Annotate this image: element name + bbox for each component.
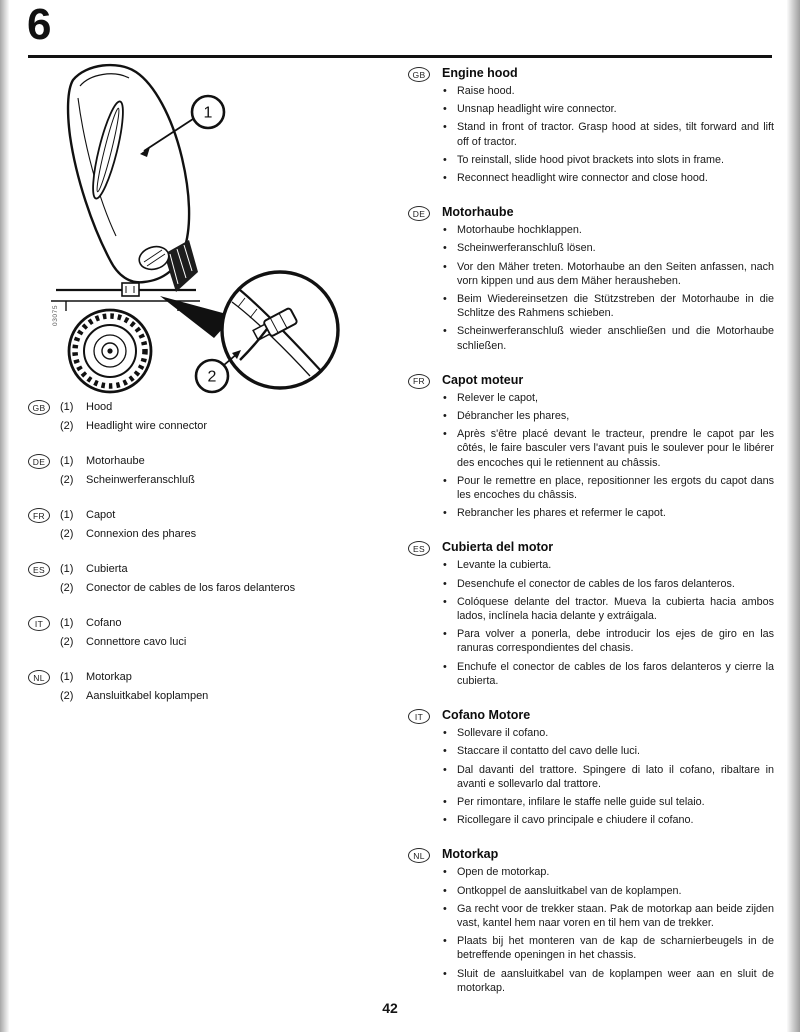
section-title: Capot moteur [442,372,524,387]
connector-detail-circle [222,272,338,388]
legend-item-text: Hood [86,401,113,413]
legend-item-number: (1) [60,401,74,413]
bullet-item: • Scheinwerferanschluß lösen. [442,241,774,255]
bullet-item: • Colóquese delante del tractor. Mueva la cubierta hacia ambos lados, inclínela hacia delante y extráigala. [442,595,774,623]
legend-item-text: Headlight wire connector [86,420,208,432]
bullet-item: • Ontkoppel de aansluitkabel van de koplampen. [442,884,774,898]
bullet-item: • Reconnect headlight wire connector and close hood. [442,171,774,185]
lang-badge-gb: GB [408,67,430,82]
bullet-list [442,726,774,827]
lang-badge-it: IT [408,709,430,724]
lang-badge-es: ES [28,562,50,577]
legend-item-text: Motorkap [86,671,132,683]
lang-badge-gb: GB [28,400,50,415]
bullet-item: • Per rimontare, infilare le staffe nelle guide sul telaio. [442,795,774,809]
legend-row-fr [28,506,388,544]
engine-hood-illustration [26,58,398,398]
legend-row-it [28,614,388,652]
bullet-item: • Débrancher les phares, [442,409,774,423]
lang-badge-it: IT [28,616,50,631]
svg-text:1: 1 [203,104,213,122]
legend-item-number: (2) [60,690,74,702]
lang-badge-fr: FR [28,508,50,523]
bullet-item: • Rebrancher les phares et refermer le capot. [442,506,774,520]
section-title: Cubierta del motor [442,540,554,555]
bullet-item: • Desenchufe el conector de cables de los faros delanteros. [442,577,774,591]
section-title: Cofano Motore [442,708,531,723]
lang-badge-fr: FR [408,374,430,389]
bullet-item: • Beim Wiedereinsetzen die Stützstreben der Motorhaube in die Schlitze des Rahmens schieben. [442,292,774,320]
section-gb [408,66,774,189]
legend-item-number: (2) [60,582,74,594]
legend-item-number: (1) [60,563,74,575]
bullet-item: • Plaats bij het monteren van de kap de scharnierbeugels in de betreffende openingen in het chassis. [442,934,774,962]
legend-row-nl [28,668,388,706]
section-title: Motorkap [442,847,499,862]
bullet-list [442,865,774,995]
bullet-item: • Raise hood. [442,84,774,98]
legend-item-text: Cubierta [86,563,128,575]
bullet-item: • Sollevare il cofano. [442,726,774,740]
bullet-item: • Dal davanti del trattore. Spingere di lato il cofano, ribaltare in avanti e sollevarlo dal trattore. [442,763,774,791]
legend-item-number: (1) [60,455,74,467]
callout-2 [196,350,241,392]
section-nl [408,847,774,999]
bullet-list [442,84,774,185]
bullet-item: • Stand in front of tractor. Grasp hood at sides, tilt forward and lift off of tractor. [442,120,774,148]
scan-edge-right [787,0,800,1032]
legend-item-number: (2) [60,474,74,486]
bullet-item: • Sluit de aansluitkabel van de koplampen weer aan en sluit de motorkap. [442,967,774,995]
parts-legend [28,398,388,722]
lang-badge-nl: NL [408,848,430,863]
bullet-item: • Open de motorkap. [442,865,774,879]
bullet-list [442,223,774,353]
legend-item-text: Conector de cables de los faros delanteros [86,582,296,594]
bullet-list [442,391,774,521]
section-fr [408,373,774,525]
legend-item-number: (1) [60,509,74,521]
page-number: 42 [382,1000,398,1016]
section-es [408,540,774,692]
bullet-item: • Motorhaube hochklappen. [442,223,774,237]
bullet-item: • Unsnap headlight wire connector. [442,102,774,116]
lang-badge-nl: NL [28,670,50,685]
instructions-column [408,66,774,999]
section-title: Motorhaube [442,205,514,220]
bullet-item: • Après s'être placé devant le tracteur, prendre le capot par les côtés, le faire basculer vers l'avant puis le soulever pour le libérer des encoches qui le retiennent au châssis. [442,427,774,470]
bullet-item: • Enchufe el conector de cables de los faros delanteros y cierre la cubierta. [442,660,774,688]
legend-row-de [28,452,388,490]
legend-item-text: Connettore cavo luci [86,636,187,648]
svg-text:2: 2 [207,368,217,386]
hood-shape [68,65,198,292]
legend-item-text: Cofano [86,617,122,629]
bullet-item: • Pour le remettre en place, repositionner les ergots du capot dans les encoches du châssis. [442,474,774,502]
legend-item-text: Motorhaube [86,455,145,467]
bullet-item: • Para volver a ponerla, debe introducir los ejes de giro en las ranuras correspondientes del chasis. [442,627,774,655]
legend-item-number: (1) [60,671,74,683]
section-de [408,205,774,357]
legend-item-number: (2) [60,420,74,432]
bullet-item: • Staccare il contatto del cavo delle luci. [442,744,774,758]
bullet-item: • Ricollegare il cavo principale e chiudere il cofano. [442,813,774,827]
legend-item-number: (2) [60,636,74,648]
engine-hood-figure [26,58,398,398]
bullet-item: • Levante la cubierta. [442,558,774,572]
section-number: 6 [27,0,53,49]
bullet-item: • Scheinwerferanschluß wieder anschließen und die Motorhaube schließen. [442,324,774,352]
lang-badge-es: ES [408,541,430,556]
bullet-item: • Relever le capot, [442,391,774,405]
lang-badge-de: DE [408,206,430,221]
figure-code: 03075 [52,304,59,326]
legend-item-text: Capot [86,509,116,521]
bullet-list [442,558,774,688]
section-title: Engine hood [442,66,518,80]
lang-badge-de: DE [28,454,50,469]
legend-item-text: Scheinwerferanschluß [86,474,195,486]
section-it [408,708,774,831]
legend-item-number: (1) [60,617,74,629]
legend-row-gb [28,398,388,436]
bullet-item: • Ga recht voor de trekker staan. Pak de motorkap aan beide zijden vast, kantel hem naar voren en til hem van de trekker. [442,902,774,930]
bullet-item: • Vor den Mäher treten. Motorhaube an den Seiten anfassen, nach vorn kippen und aus dem Mäher herausheben. [442,260,774,288]
legend-item-number: (2) [60,528,74,540]
legend-item-text: Aansluitkabel koplampen [86,690,209,702]
front-wheel [69,310,151,392]
bullet-item: • To reinstall, slide hood pivot brackets into slots in frame. [442,153,774,167]
legend-item-text: Connexion des phares [86,528,197,540]
scan-edge-left [0,0,9,1032]
legend-row-es [28,560,388,598]
